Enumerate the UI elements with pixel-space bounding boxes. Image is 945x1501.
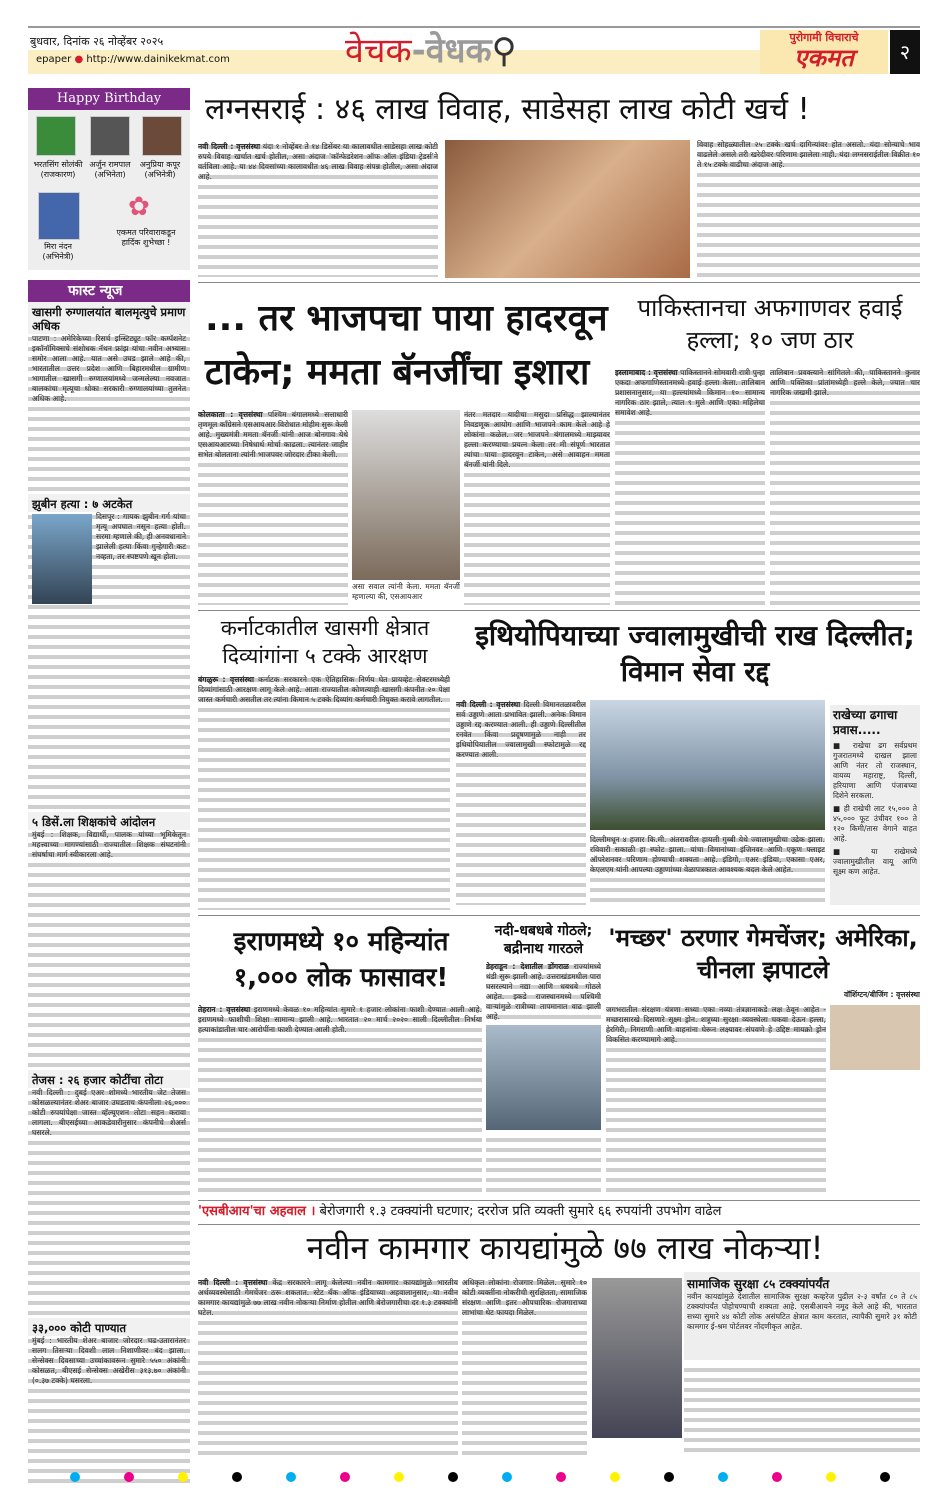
color-registration-marks: [70, 1472, 890, 1484]
factory-photo: [592, 1278, 682, 1438]
sbi-report-strip: 'एसबीआय'चा अहवाल । बेरोजगारी १.३ टक्क्यांनी घटणार; दररोज प्रति व्यक्ती सुमारे ६६ रुपयांनी उपभोग वाढेल: [198, 1200, 920, 1222]
news-headline: खासगी रुग्णालयांत बालमृत्युचे प्रमाण अधिक: [32, 305, 186, 333]
photo-arjun: [90, 116, 130, 156]
social-security-sidebar: सामाजिक सुरक्षा ८५ टक्क्यांपर्यंत नवीन कायद्यांमुळे देशातील सामाजिक सुरक्षा कव्हरेज पुढील २-३ वर्षांत ८० ते ८५ टक्क्यांपर्यंत पोहोचण्याची शक्यता आहे. एसबीआयने नमूद केले आहे की, भारतात सध्या सुमारे ४४ कोटी लोक असंघटित क्षेत्रात काम करतात, त्यापैकी सुमारे ३१ कोटी कामगार ई-श्रम पोर्टलवर नोंदणीकृत आहेत.: [684, 1272, 920, 1360]
photo-mira: [38, 192, 80, 240]
caption: मिरा नंदन (अभिनेत्री): [42, 242, 74, 261]
wedding-photo: [445, 140, 690, 278]
story-body: डेहराडून : देशातील डोंगराळ राज्यांमध्ये थंडी सुरू झाली आहे. उत्तराखंडमधील पारा घसरल्याने नद्या आणि धबधबे गोठले आहेत. इकडे राजस्थानमध्ये पश्चिमी वाऱ्यांमुळे रात्रीच्या तापमानात वाढ झाली आहे.: [486, 962, 601, 1021]
issue-date: बुधवार, दिनांक २६ नोव्हेंबर २०२५: [30, 35, 164, 48]
wish-text: एकमत परिवाराकडून हार्दिक शुभेच्छा !: [116, 228, 176, 247]
section-masthead: वेचक-वेधक⚲: [345, 31, 517, 71]
dateline: वॉशिंग्टन/बीजिंग : वृत्तसंस्था: [843, 990, 920, 999]
ash-sidebar: राखेच्या ढगाचा प्रवास..... ■ राखेचा ढग सर्वप्रथम गुजरातमध्ये दाखल झाला आणि नंतर तो राजस्थान, वायव्य महाराष्ट्र, दिल्ली, हरियाणा आणि पंजाबच्या दिशेने सरकला. ■ ही राखेची लाट १५,००० ते ४५,००० फूट उंचीवर १०० ते १२० किमी/तास वेगाने वाहत आहे. ■ या राखेमध्ये ज्वालामुखीतील वायू आणि सूक्ष्म कण आहेत.: [830, 705, 920, 905]
magnifier-icon: ⚲: [491, 31, 517, 71]
story-body: अधिकृत लोकांना रोजगार मिळेल. सुमारे १० कोटी व्यक्तींना नोकरीची सुरक्षितता, सामाजिक संरक्षण आणि इतर औपचारिक रोजगाराच्या लाभांचा थेट फायदा मिळेल.: [462, 1278, 587, 1456]
story-body: दिल्लीमधून ४ हजार कि.मी. अंतरावरील हायली गुब्बी येथे ज्वालामुखीचा उद्रेक झाला. रविवारी सकाळी हा स्फोट झाला. यांचा विमानांच्या इंजिनवर आणि एकूण फ्लाइट ऑपरेशनवर परिणाम होण्याची शक्यता आहे. इंडिगो, एअर इंडिया, एकासा एअर, केएलएम यांनी आपल्या उड्डाणांच्या वेळापत्रकात आवश्यक बदल केले आहेत.: [590, 835, 825, 905]
divider: [198, 1224, 920, 1225]
news-body: मुंबई : शिक्षक, विद्यार्थी, पालक यांच्या भूमिकेतून महत्त्वाच्या मागण्यांसाठी राज्यातील शिक्षक संघटनांनी संघर्षाचा मार्ग स्वीकारला आहे.: [28, 830, 190, 1070]
story-headline: पाकिस्तानचा अफगाणवर हवाई हल्ला; १० जण ठार: [637, 294, 903, 354]
story-body: नवी दिल्ली : वृत्तसंस्था यंदा १ नोव्हेंबर ते १४ डिसेंबर या कालावधीत साडेसहा लाख कोटी रुपये विवाह खर्चात खर्च होतील, असा अंदाज 'कॉन्फेडरेशन ऑफ ऑल इंडिया ट्रेडर्स'ने वर्तविला आहे. या ४४ दिवसांच्या कालावधीत ४६ लाख विवाह संपन्न होतील, असा अंदाज आहे.: [198, 142, 438, 277]
badrinath-photo: [486, 1025, 601, 1130]
story-body: विवाह सोहळ्यातील २५ टक्के खर्च दागिन्यांवर होत असतो. यंदा सोन्याचे भाव वाढलेले असले तरी खरेदीवर परिणाम झालेला नाही. यंदा लग्नसराईतील विक्रीत १० ते १५ टक्के वाढीचा अंदाज आहे.: [697, 140, 920, 278]
divider: [198, 915, 920, 916]
story-body: इस्लामाबाद : वृत्तसंस्था पाकिस्तानने सोमवारी रात्री पुन्हा एकदा अफगाणिस्तानमध्ये हवाई हल्ला केला. तालिबान प्रशासनानुसार, या हल्ल्यांमध्ये किमान १० सामान्य नागरिक ठार झाले, त्यात ९ मुले आणि एका महिलेचा समावेश आहे.: [615, 368, 765, 605]
epaper-link[interactable]: [36, 54, 230, 65]
news-headline: झुबीन हत्या : ७ अटकेत: [32, 497, 133, 511]
caption: अनुप्रिया कपूर (अभिनेत्री): [139, 160, 181, 179]
photo-caption: असा सवाल त्यांनी केला. ममता बॅनर्जी म्हणाल्या की, एसआयआर: [352, 582, 460, 601]
fast-news-title: फास्ट न्यूज: [28, 280, 190, 302]
url-text: http://www.dainikekmat.com: [86, 54, 230, 65]
volcano-ash-photo: [590, 700, 825, 830]
caption: अर्जुन रामपाल (अभिनेता): [89, 160, 131, 179]
globe-icon: ●: [74, 54, 84, 65]
story-headline: लग्नसराई : ४६ लाख विवाह, साडेसहा लाख कोटी खर्च !: [205, 92, 810, 127]
story-body: बंगळुरू : वृत्तसंस्था कर्नाटक सरकारने एक ऐतिहासिक निर्णय घेत प्रायव्हेट सेक्टरमध्येही दिव्यांगांसाठी आरक्षण लागू केले आहे. आता राज्यातील कोणत्याही खासगी कंपनीत २० पेक्षा जास्त कर्मचारी असतील तर त्यांना किमान ५ टक्के दिव्यांग कर्मचारी नियुक्त करावे लागतील.: [198, 675, 450, 910]
news-headline: ३३,००० कोटी पाण्यात: [32, 1321, 127, 1335]
news-body: दिसपूर : गायक झुबीन गर्ग यांचा मृत्यू अपघात नसून हत्या होती. सरमा म्हणाले की, ही अनवधानाने झालेली हत्या किंवा गुन्हेगारी कट नव्हता, तर स्पष्टपणे खून होता.: [28, 512, 190, 812]
story-body: नवी दिल्ली : वृत्तसंस्था केंद्र सरकारने लागू केलेल्या नवीन कामगार कायद्यांमुळे भारतीय अर्थव्यवस्थेसाठी गेमचेंजर ठरू शकतात. स्टेट बँक ऑफ इंडियाच्या अहवालानुसार, या नवीन कामगार कायद्यांमुळे ७७ लाख नवीन नोकऱ्या निर्माण होतील आणि बेरोजगारीचा दर १.३ टक्क्यांनी घटेल.: [198, 1278, 458, 1456]
page-number: २: [890, 30, 920, 74]
caption: भरतसिंग सोलंकी (राजकारण): [33, 160, 83, 179]
story-body: [486, 1135, 601, 1195]
story-body: तेहरान : वृत्तसंस्था इराणमध्ये केवळ १० महिन्यांत सुमारे १ हजार लोकांना फाशी देण्यात आली आहे. इराणमध्ये फाशीची शिक्षा सामान्य झाली आहे. भारतात २० मार्च २०२० साली दिल्लीतील निर्भया हत्याकांडातील चार आरोपींना फाशी देण्यात आली होती.: [198, 1005, 482, 1195]
story-body: तालिबान प्रवक्त्याने सांगितले की, पाकिस्तानने कुनार आणि पक्तिका प्रांतांमध्येही हल्ले केले, ज्यात चार नागरिक जखमी झाले.: [770, 368, 920, 605]
story-headline: इराणमध्ये १० महिन्यांत १,००० लोक फासावर!: [233, 927, 449, 993]
divider: [198, 610, 920, 611]
divider: [198, 282, 920, 283]
epaper-label: epaper: [36, 54, 72, 65]
story-headline: 'मच्छर' ठरणार गेमचेंजर; अमेरिका, चीनला झपाटले: [608, 924, 918, 984]
news-photo: [32, 514, 92, 604]
ekmat-logo: पुरोगामी विचाराचे एकमत: [760, 30, 888, 74]
flower-icon: ✿: [128, 192, 150, 222]
story-headline: नदी-धबधबे गोठले; बद्रीनाथ गारठले: [494, 923, 593, 957]
story-body: जगभरातील संरक्षण यंत्रणा सध्या एका नव्या तंत्रज्ञानाकडे लक्ष ठेवून आहेत - मच्छरासारखे दिसणारे सूक्ष्म ड्रोन. शत्रूच्या सुरक्षा व्यवस्थेला चकवा देऊन हल्ला, हेरगिरी, निगराणी आणि वाहनांना घेरून लक्ष्यावर संपवणे हे उद्दिष्ट मायक्रो ड्रोन विकसित करण्यामागे आहे.: [606, 1005, 826, 1195]
news-body: नवी दिल्ली : दुबई एअर शोमध्ये भारतीय जेट तेजस कोसळल्यानंतर शेअर बाजार उघडताच कंपनीला २६,००० कोटी रुपयांपेक्षा जास्त व्हॅल्यूएशन तोटा सहन करावा लागला. बीएसईच्या आकडेवारीनुसार कंपनीचे शेअर्स घसरले.: [28, 1088, 190, 1318]
fast-news-column: [28, 280, 190, 1456]
story-headline: ... तर भाजपचा पाया हादरवून टाकेन; ममता बॅनर्जींचा इशारा: [205, 298, 608, 393]
photo-bharatsinh: [36, 116, 76, 156]
story-body: नंतर मतदार यादीचा मसुदा प्रसिद्ध झाल्यानंतर निवडणूक आयोग आणि भाजपने काम केले आहे हे लोकांना कळेल. जर भाजपने बंगालमध्ये माझ्यावर हल्ला करण्याचा प्रयत्न केला तर मी संपूर्ण भारतात त्यांचा पाया हादरवून टाकेन, असे आवाहन ममता बॅनर्जी यांनी दिले.: [464, 410, 610, 605]
birthday-box: [28, 88, 190, 270]
birthday-title: Happy Birthday: [28, 88, 190, 110]
story-body: नवी दिल्ली : वृत्तसंस्था दिल्ली विमानतळावरील सर्व उड्डाणे आता प्रभावित झाली. अनेक विमान उड्डाणे रद्द करण्यात आली. ही उड्डाणे दिल्लीतील रनवेत किंवा प्रदूषणामुळे नाही तर इथियोपियातील ज्वालामुखी स्फोटामुळे रद्द करण्यात आली.: [456, 700, 586, 905]
story-body: [684, 1365, 920, 1455]
mosquito-drone-photo: [830, 1005, 920, 1070]
story-body: कोलकाता : वृत्तसंस्था पश्चिम बंगालमध्ये सत्ताधारी तृणमूल काँग्रेसने एसआयआर विरोधात मोहीम सुरू केली आहे. मुख्यमंत्री ममता बॅनर्जी यांनी आज बोनगाव येथे एसआयआरच्या निषेधार्थ मोर्चा काढला. त्यानंतर जाहीर सभेत बोलताना त्यांनी भाजपवर जोरदार टीका केली.: [198, 410, 348, 605]
news-body: मुंबई : भारतीय शेअर बाजार जोरदार चढ-उतारानंतर सलग तिसऱ्या दिवशी लाल निशाणीवर बंद झाला. सेन्सेक्स दिवसाच्या उच्चांकावरून सुमारे ५५० अंकांनी कोसळत, बीएसई सेन्सेक्स अखेरीस ३१३.७० अंकांनी (०.३७ टक्के) घसरला.: [28, 1336, 190, 1486]
news-headline: ५ डिसें.ला शिक्षकांचे आंदोलन: [32, 815, 156, 829]
story-headline: कर्नाटकातील खासगी क्षेत्रात दिव्यांगांना ५ टक्के आरक्षण: [220, 616, 430, 668]
photo-anupriya: [142, 116, 182, 156]
story-headline: नवीन कामगार कायद्यांमुळे ७७ लाख नोकऱ्या!: [306, 1229, 824, 1267]
story-headline: इथियोपियाच्या ज्वालामुखीची राख दिल्लीत; विमान सेवा रद्द: [475, 619, 915, 688]
news-body: पाटणा : अमेरिकेच्या रिसर्च इन्स्टिट्यूट फॉर कम्पॅशनेट इकॉनॉमिक्सचे संशोधक नॅथन फ्रांझ यांचा नवीन अभ्यास समोर आला आहे. यात असे उघड झाले आहे की, भारतातील उत्तर प्रदेश आणि बिहारमधील ग्रामीण भागातील खासगी रुग्णालयांमध्ये जन्मलेल्या नवजात बालकांचा मृत्यूचा धोका सरकारी रुग्णालयांच्या तुलनेत अधिक आहे.: [28, 334, 190, 494]
mamata-photo: [352, 410, 460, 580]
news-headline: तेजस : २६ हजार कोटींचा तोटा: [32, 1073, 163, 1087]
